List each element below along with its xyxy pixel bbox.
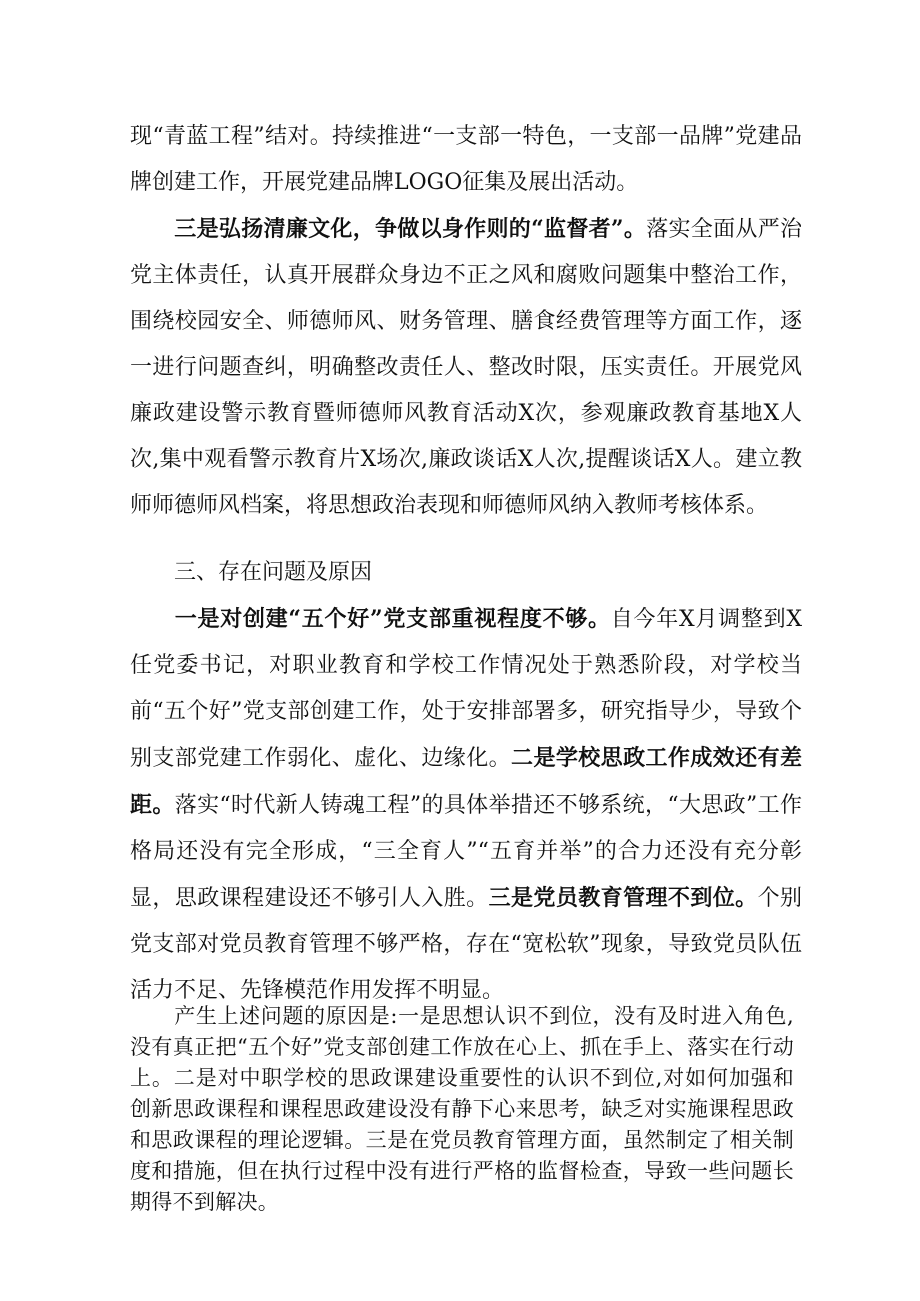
problem-three-text: 个别党支部对党员教育管理不够严格，存在“宽松软”现象，导致党员队伍活力不足、先锋模范作用发挥不明显。 [130,886,802,1003]
paragraph-text: 落实全面从严治党主体责任，认真开展群众身边不正之风和腐败问题集中整治工作，围绕校园安全、师德师风、财务管理、膳食经费管理等方面工作，逐一进行问题查纠，明确整改责任人、整改时限，压实责任。开展党风廉政建设警示教育暨师德师风教育活动X次，参观廉政教育基地X人次,集中观看警示教育片X场次,廉政谈话X人次,提醒谈话X人。建立教师师德师风档案，将思想政治表现和师德师风纳入教师考核体系。 [130,217,802,518]
section-heading-problems [130,550,802,596]
paragraph-text: 产生上述问题的原因是:一是思想认识不到位，没有及时进入角色,没有真正把“五个好”党支部创建工作放在心上、抓在手上、落实在行动上。二是对中职学校的思政课建设重要性的认识不到位,对如何加强和创新思政课程和课程思政建设没有静下心来思考，缺乏对实施课程思政和思政课程的理论逻辑。三是在党员教育管理方面，虽然制定了相关制度和措施，但在执行过程中没有进行严格的监督检查，导致一些问题长期得不到解决。 [130,1004,794,1214]
paragraph-problems-list [130,596,802,1014]
paragraph-text: 现“青蓝工程”结对。持续推进“一支部一特色，一支部一品牌”党建品牌创建工作，开展党建品牌LOGO征集及展出活动。 [130,124,802,195]
section-heading-text: 三、存在问题及原因 [174,560,373,585]
problem-three-heading: 三是党员教育管理不到位。 [488,885,758,911]
paragraph-green-blue-project [130,114,802,206]
paragraph-causes [130,1001,794,1218]
paragraph-clean-culture [130,206,802,529]
problem-two-heading: 二是学校思政工作成效还有差距。 [130,745,802,818]
problem-two-text: 落实“时代新人铸魂工程”的具体举措还不够系统，“大思政”工作格局还没有完全形成，“三全育人”“五育并举”的合力还没有充分彰显，思政课程建设还不够引人入胜。 [130,793,802,911]
problem-one-heading: 一是对创建“五个好”党支部重视程度不够。 [174,606,611,632]
problem-one-text: 自今年X月调整到X任党委书记，对职业教育和学校工作情况处于熟悉阶段，对学校当前“五个好”党支部创建工作，处于安排部署多，研究指导少，导致个别支部党建工作弱化、虚化、边缘化。 [130,607,802,771]
paragraph-heading-bold: 三是弘扬清廉文化，争做以身作则的“监督者”。 [174,216,647,242]
